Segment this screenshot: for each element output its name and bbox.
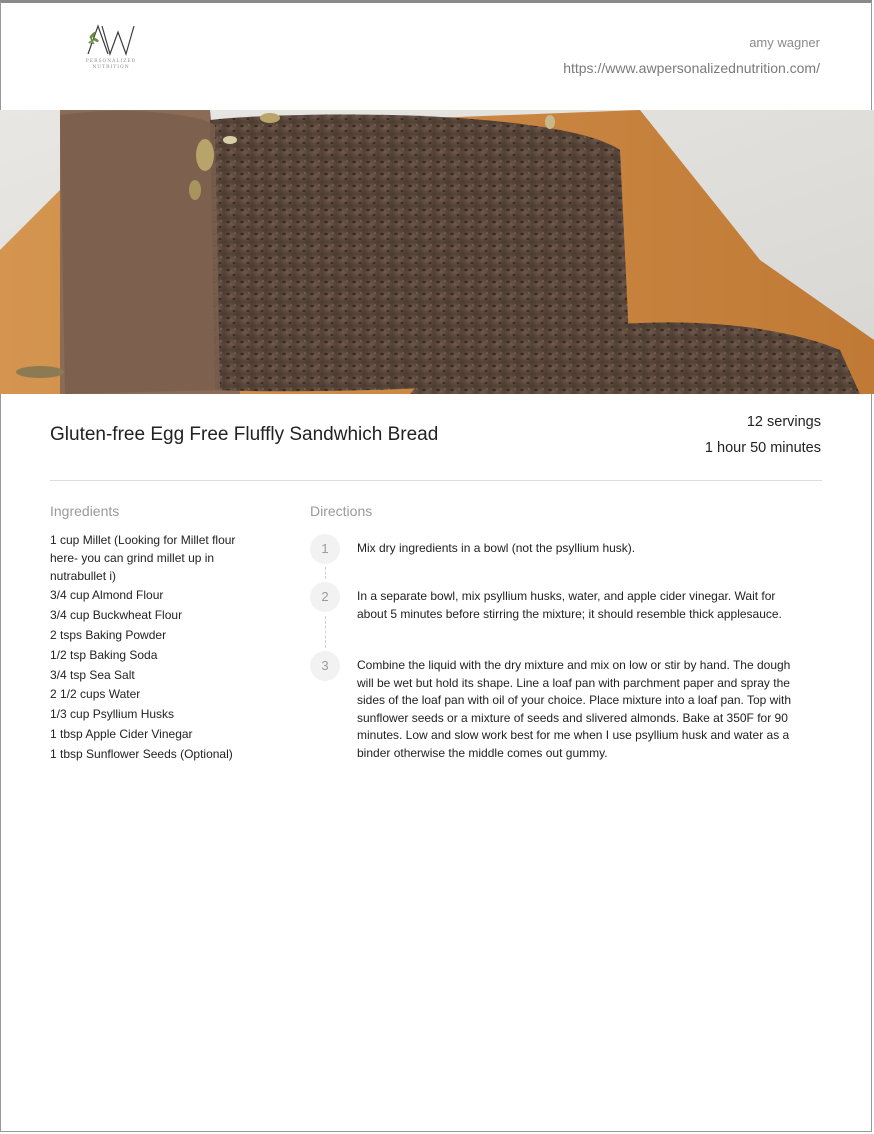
step-text: In a separate bowl, mix psyllium husks, water, and apple cider vinegar. Wait for about 5 minutes before stirring the mixture; it should resemble thick applesauce. (357, 589, 782, 621)
aw-logo-mark (80, 22, 140, 58)
ingredient-item: 2 1/2 cups Water (50, 687, 141, 702)
step-number: 3 (310, 651, 340, 681)
step-number: 1 (310, 534, 340, 564)
ingredient-item: 1 cup Millet (Looking for Millet flour here- you can grind millet up in nutrabullet i) (50, 533, 236, 583)
hero-image-bread (0, 110, 874, 394)
ingredient-item: 3/4 tsp Sea Salt (50, 667, 135, 682)
ingredient-item: 1 tbsp Apple Cider Vinegar (50, 726, 193, 741)
ingredient-item: 2 tsps Baking Powder (50, 627, 167, 642)
logo-caption (76, 59, 146, 71)
section-divider (50, 480, 822, 481)
ingredient-item: 1 tbsp Sunflower Seeds (Optional) (50, 746, 233, 761)
recipe-servings: 12 servings (746, 414, 821, 430)
ingredient-item: 3/4 cup Buckwheat Flour (50, 608, 183, 623)
directions-heading: Directions (310, 503, 373, 519)
ingredients-list (50, 532, 265, 766)
recipe-title: Gluten-free Egg Free Fluffly Sandwhich Bread (50, 424, 439, 445)
ingredient-item: 3/4 cup Almond Flour (50, 588, 164, 603)
logo-caption-line1: PERSONALIZED (85, 59, 137, 64)
ingredient-item: 1/3 cup Psyllium Husks (50, 707, 175, 722)
ingredients-heading: Ingredients (50, 503, 120, 519)
logo-caption-line2: NUTRITION (92, 65, 130, 70)
step-text: Combine the liquid with the dry mixture and mix on low or stir by hand. The dough will be wet but hold its shape. Line a loaf pan with parchment paper and spray the sides of the loaf pan with oil of your choice. Place mixture into a loaf pan. Top with sunflower seeds or a mixture of seeds and slivered almonds. Bake at 350F for 90 minutes. Low and slow work best for me when I use psyllium husk and water as a binder otherwise the middle comes out gummy. (357, 658, 792, 760)
step-number: 2 (310, 582, 340, 612)
step-text: Mix dry ingredients in a bowl (not the psyllium husk). (357, 541, 636, 555)
website-link[interactable]: https://www.awpersonalizednutrition.com/ (563, 60, 820, 76)
ingredient-item: 1/2 tsp Baking Soda (50, 647, 158, 662)
recipe-time: 1 hour 50 minutes (704, 440, 821, 456)
step-connector (325, 567, 326, 579)
brand-logo (76, 22, 146, 78)
step-connector (325, 616, 326, 648)
author-name: amy wagner (749, 35, 820, 50)
